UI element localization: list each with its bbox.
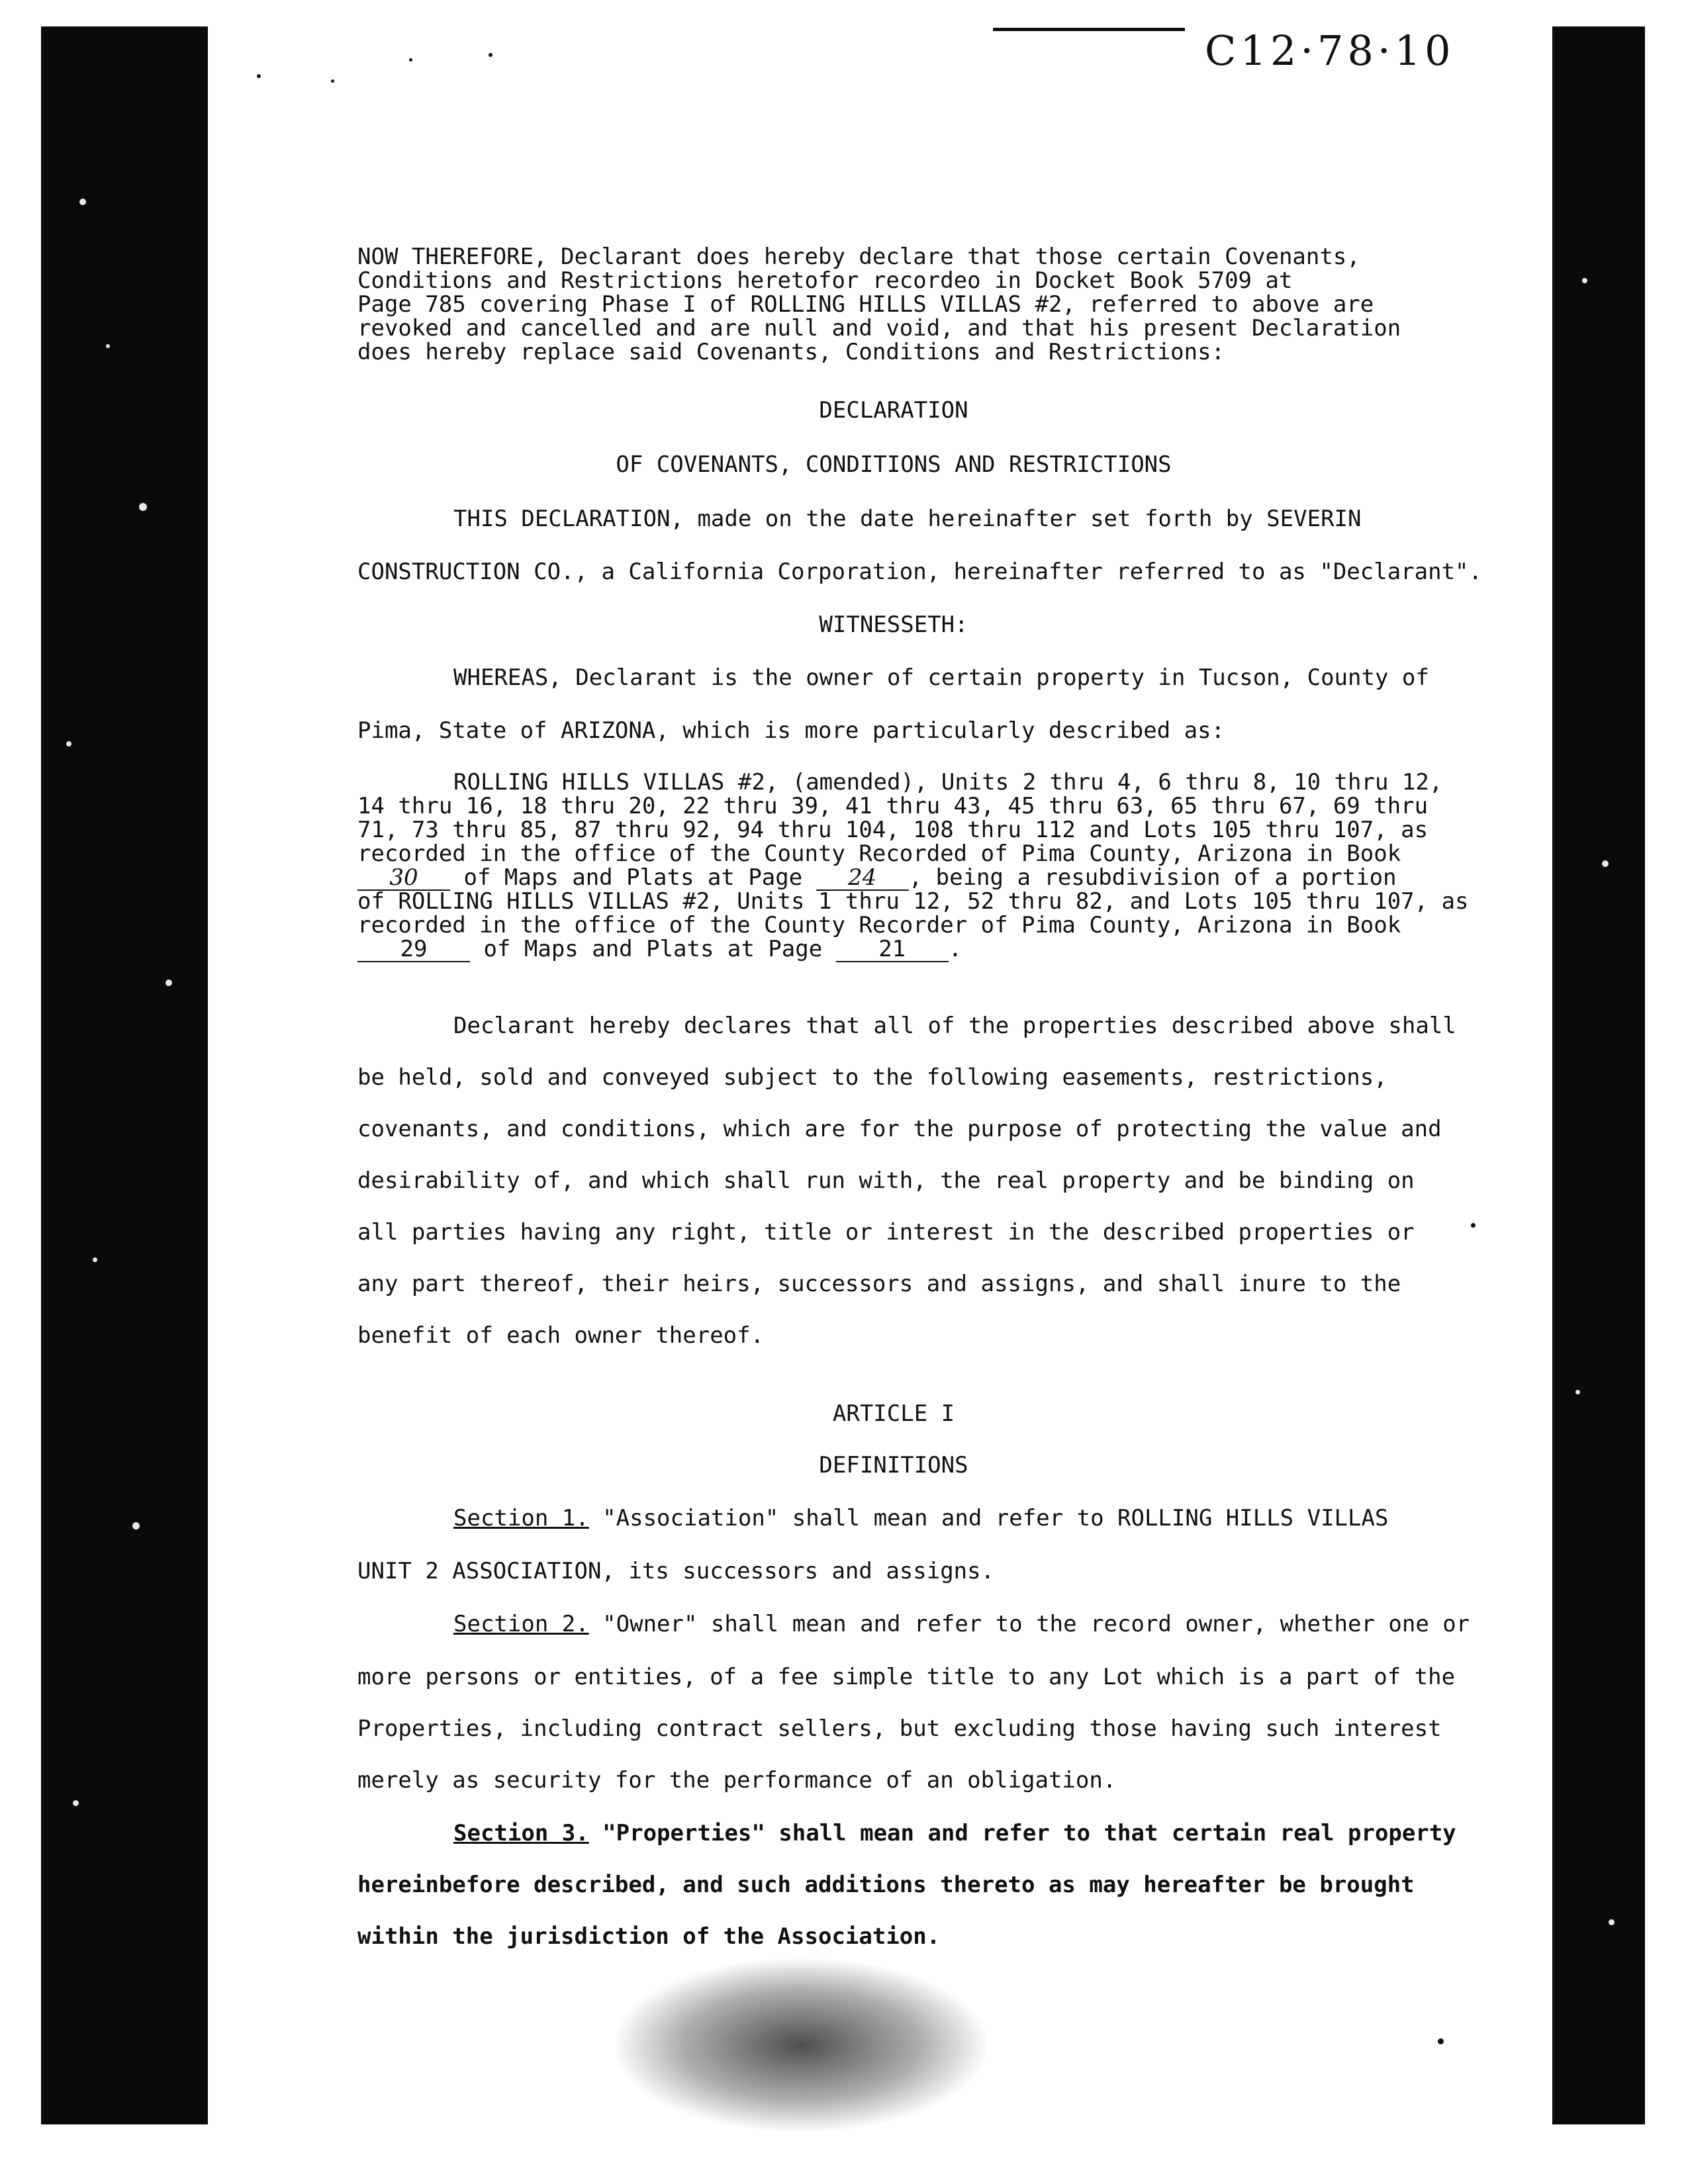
legal-text: . (948, 936, 962, 962)
section-label: Section 1. (453, 1505, 589, 1531)
scan-rule-mark (993, 28, 1185, 31)
legal-description-line (357, 937, 1483, 962)
article-heading: ARTICLE I (832, 1400, 955, 1427)
section-1 (357, 1506, 1483, 1530)
legal-description-line: 14 thru 16, 18 thru 20, 22 thru 39, 41 thru 43, 45 thru 63, 65 thru 67, 69 thru (357, 793, 1429, 819)
legal-description-line (357, 866, 1483, 891)
section-text-line: hereinbefore described, and such additions thereto as may hereafter be brought (357, 1872, 1415, 1898)
preamble-line: NOW THEREFORE, Declarant does hereby declare that those certain Covenants, (357, 244, 1360, 270)
declares-line: Declarant hereby declares that all of the properties described above shall (453, 1013, 1456, 1039)
preamble-line: Page 785 covering Phase I of ROLLING HILLS VILLAS #2, referred to above are (357, 291, 1374, 318)
section-text-line: within the jurisdiction of the Association. (357, 1923, 941, 1950)
declares-line: be held, sold and conveyed subject to the following easements, restrictions, (357, 1064, 1387, 1091)
page-number-blank: 21 (836, 937, 949, 962)
section-label: Section 3. (453, 1820, 589, 1846)
preamble-line: revoked and cancelled and are null and void, and that his present Declaration (357, 315, 1401, 341)
legal-description-line: 71, 73 thru 85, 87 thru 92, 94 thru 104, 108 thru 112 and Lots 105 thru 107, as (357, 817, 1429, 843)
legal-description-line: of ROLLING HILLS VILLAS #2, Units 1 thru 12, 52 thru 82, and Lots 105 thru 107, as (357, 888, 1469, 915)
legal-description-line: recorded in the office of the County Recorder of Pima County, Arizona in Book (357, 912, 1401, 938)
section-text-line: UNIT 2 ASSOCIATION, its successors and assigns. (357, 1558, 995, 1584)
article-title: DEFINITIONS (819, 1452, 968, 1479)
section-text: "Owner" shall mean and refer to the record owner, whether one or (588, 1611, 1470, 1637)
declares-line: all parties having any right, title or interest in the described properties or (357, 1219, 1415, 1246)
declares-line: desirability of, and which shall run with, the real property and be binding on (357, 1167, 1415, 1194)
ink-smudge (616, 1959, 986, 2131)
book-number-blank: 29 (357, 937, 470, 962)
whereas-line: WHEREAS, Declarant is the owner of certain property in Tucson, County of (453, 664, 1429, 691)
legal-description-line: ROLLING HILLS VILLAS #2, (amended), Units 2 thru 4, 6 thru 8, 10 thru 12, (453, 769, 1443, 796)
declares-line: benefit of each owner thereof. (357, 1322, 765, 1349)
section-3 (357, 1821, 1483, 1845)
legal-description-line: recorded in the office of the County Recorded of Pima County, Arizona in Book (357, 841, 1401, 867)
handwritten-reference-note: C12·78·10 (1205, 26, 1455, 75)
section-text: "Properties" shall mean and refer to that certain real property (588, 1820, 1456, 1846)
book-number-blank: 30 (357, 866, 450, 891)
legal-text: of Maps and Plats at Page (470, 936, 836, 962)
section-label: Section 2. (453, 1611, 589, 1637)
whereas-line: Pima, State of ARIZONA, which is more particularly described as: (357, 717, 1225, 744)
witnesseth-heading: WITNESSETH: (819, 612, 968, 638)
section-text: "Association" shall mean and refer to ROLLING HILLS VILLAS (588, 1505, 1389, 1531)
section-text-line: merely as security for the performance of an obligation. (357, 1767, 1117, 1794)
section-2 (357, 1612, 1483, 1636)
scan-border-right (1552, 26, 1645, 2124)
declaration-subtitle: OF COVENANTS, CONDITIONS AND RESTRICTIONS (616, 451, 1172, 478)
intro-line: CONSTRUCTION CO., a California Corporation, hereinafter referred to as "Declarant". (357, 559, 1482, 585)
declares-line: any part thereof, their heirs, successors and assigns, and shall inure to the (357, 1271, 1401, 1297)
section-text-line: more persons or entities, of a fee simple title to any Lot which is a part of the (357, 1664, 1456, 1690)
preamble-line: does hereby replace said Covenants, Conditions and Restrictions: (357, 339, 1225, 365)
scan-border-left (41, 26, 208, 2124)
legal-text: of Maps and Plats at Page (450, 864, 816, 891)
legal-text: , being a resubdivision of a portion (908, 864, 1397, 891)
section-text-line: Properties, including contract sellers, but excluding those having such interest (357, 1715, 1442, 1742)
declares-line: covenants, and conditions, which are for the purpose of protecting the value and (357, 1116, 1442, 1142)
intro-line: THIS DECLARATION, made on the date hereinafter set forth by SEVERIN (453, 506, 1362, 532)
declaration-title: DECLARATION (819, 397, 968, 424)
preamble-line: Conditions and Restrictions heretofor recordeo in Docket Book 5709 at (357, 267, 1293, 294)
page-number-blank: 24 (816, 866, 909, 891)
